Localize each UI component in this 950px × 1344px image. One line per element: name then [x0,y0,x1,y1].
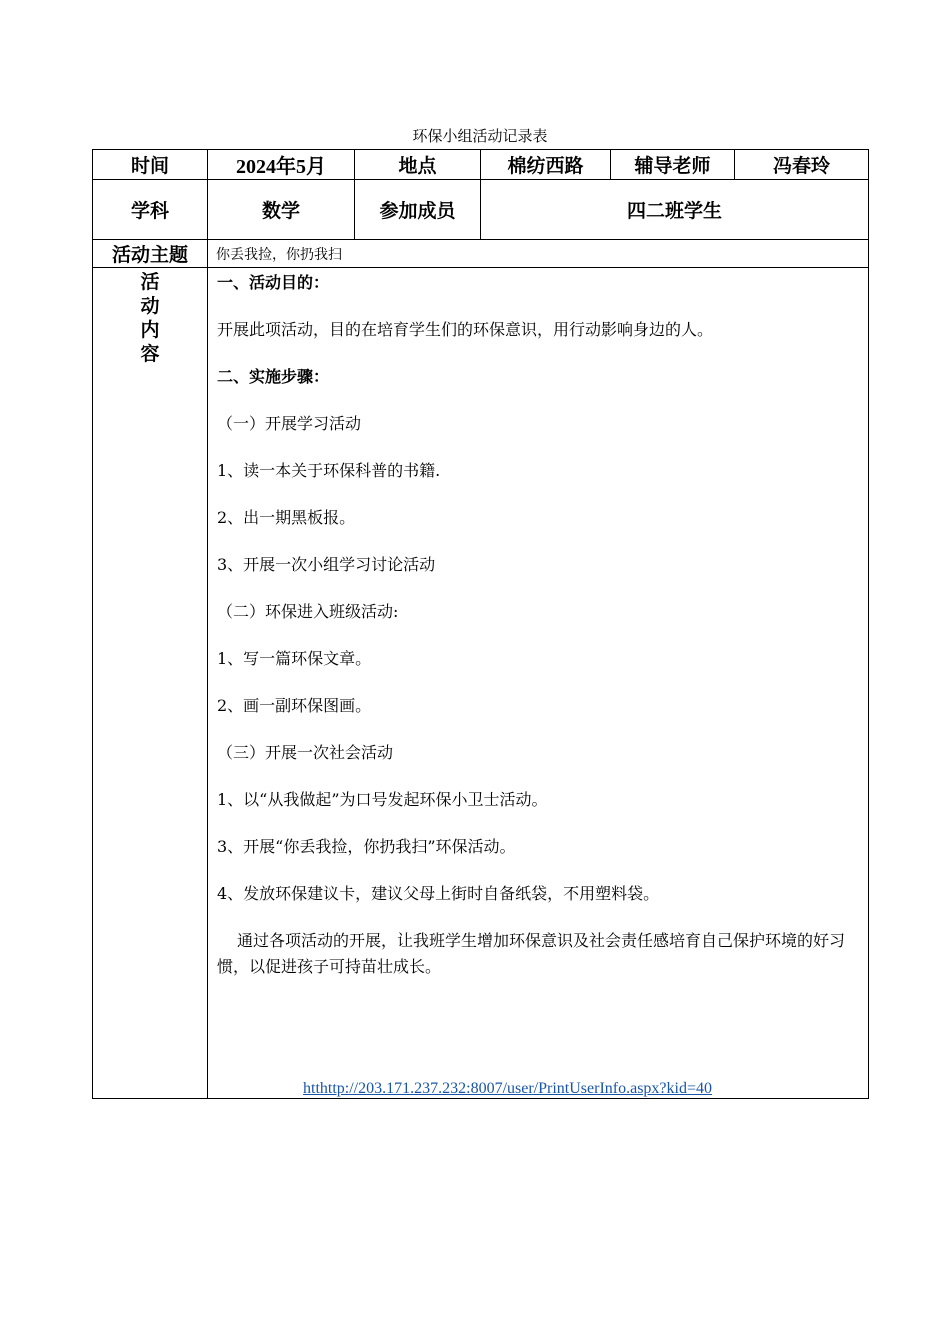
list-item: 1、以“从我做起”为口号发起环保小卫士活动。 [217,790,548,809]
list-item: 1、写一篇环保文章。 [217,649,372,668]
section-text: 开展此项活动，目的在培育学生们的环保意识，用行动影响身边的人。 [217,320,714,339]
step-heading: （三）开展一次社会活动 [217,743,394,762]
table-row [93,150,869,180]
list-item: 1、读一本关于环保科普的书籍. [217,461,441,480]
content-label-char: 动 [140,295,160,317]
members-value: 四二班学生 [481,180,869,240]
section-heading: 二、实施步骤： [217,367,330,386]
list-item: 2、画一副环保图画。 [217,696,372,715]
teacher-value: 冯春玲 [735,150,869,180]
content-label-char: 活 [140,271,160,293]
list-item: 2、出一期黑板报。 [217,508,356,527]
time-label: 时间 [93,150,208,180]
print-user-info-link[interactable]: htthttp://203.171.237.232:8007/user/PrintUserInfo.aspx?kid=40 [303,1080,712,1097]
content-body [208,268,869,1099]
time-value: 2024年5月 [208,150,355,180]
theme-label: 活动主题 [93,240,208,268]
content-label-char: 容 [140,343,160,365]
subject-value: 数学 [208,180,355,240]
place-value: 棉纺西路 [481,150,611,180]
theme-value: 你丢我捡，你扔我扫 [208,240,869,268]
content-label [93,268,208,1099]
members-label: 参加成员 [355,180,481,240]
list-item: 4、发放环保建议卡，建议父母上街时自备纸袋，不用塑料袋。 [217,884,660,903]
table-row [93,180,869,240]
step-heading: （二）环保进入班级活动: [217,602,399,621]
subject-label: 学科 [93,180,208,240]
activity-record-table [92,149,869,1099]
summary-paragraph: 通过各项活动的开展，让我班学生增加环保意识及社会责任感培育自己保护环境的好习惯，以促进孩子可持苗壮成长。 [217,931,846,976]
list-item: 3、开展一次小组学习讨论活动 [217,555,436,574]
table-row [93,268,869,1099]
teacher-label: 辅导老师 [611,150,735,180]
place-label: 地点 [355,150,481,180]
table-row [93,240,869,268]
section-heading: 一、活动目的： [217,273,330,292]
content-label-char: 内 [140,319,160,341]
list-item: 3、开展“你丢我捡，你扔我扫”环保活动。 [217,837,516,856]
document-title: 环保小组活动记录表 [412,127,548,145]
step-heading: （一）开展学习活动 [217,414,362,433]
